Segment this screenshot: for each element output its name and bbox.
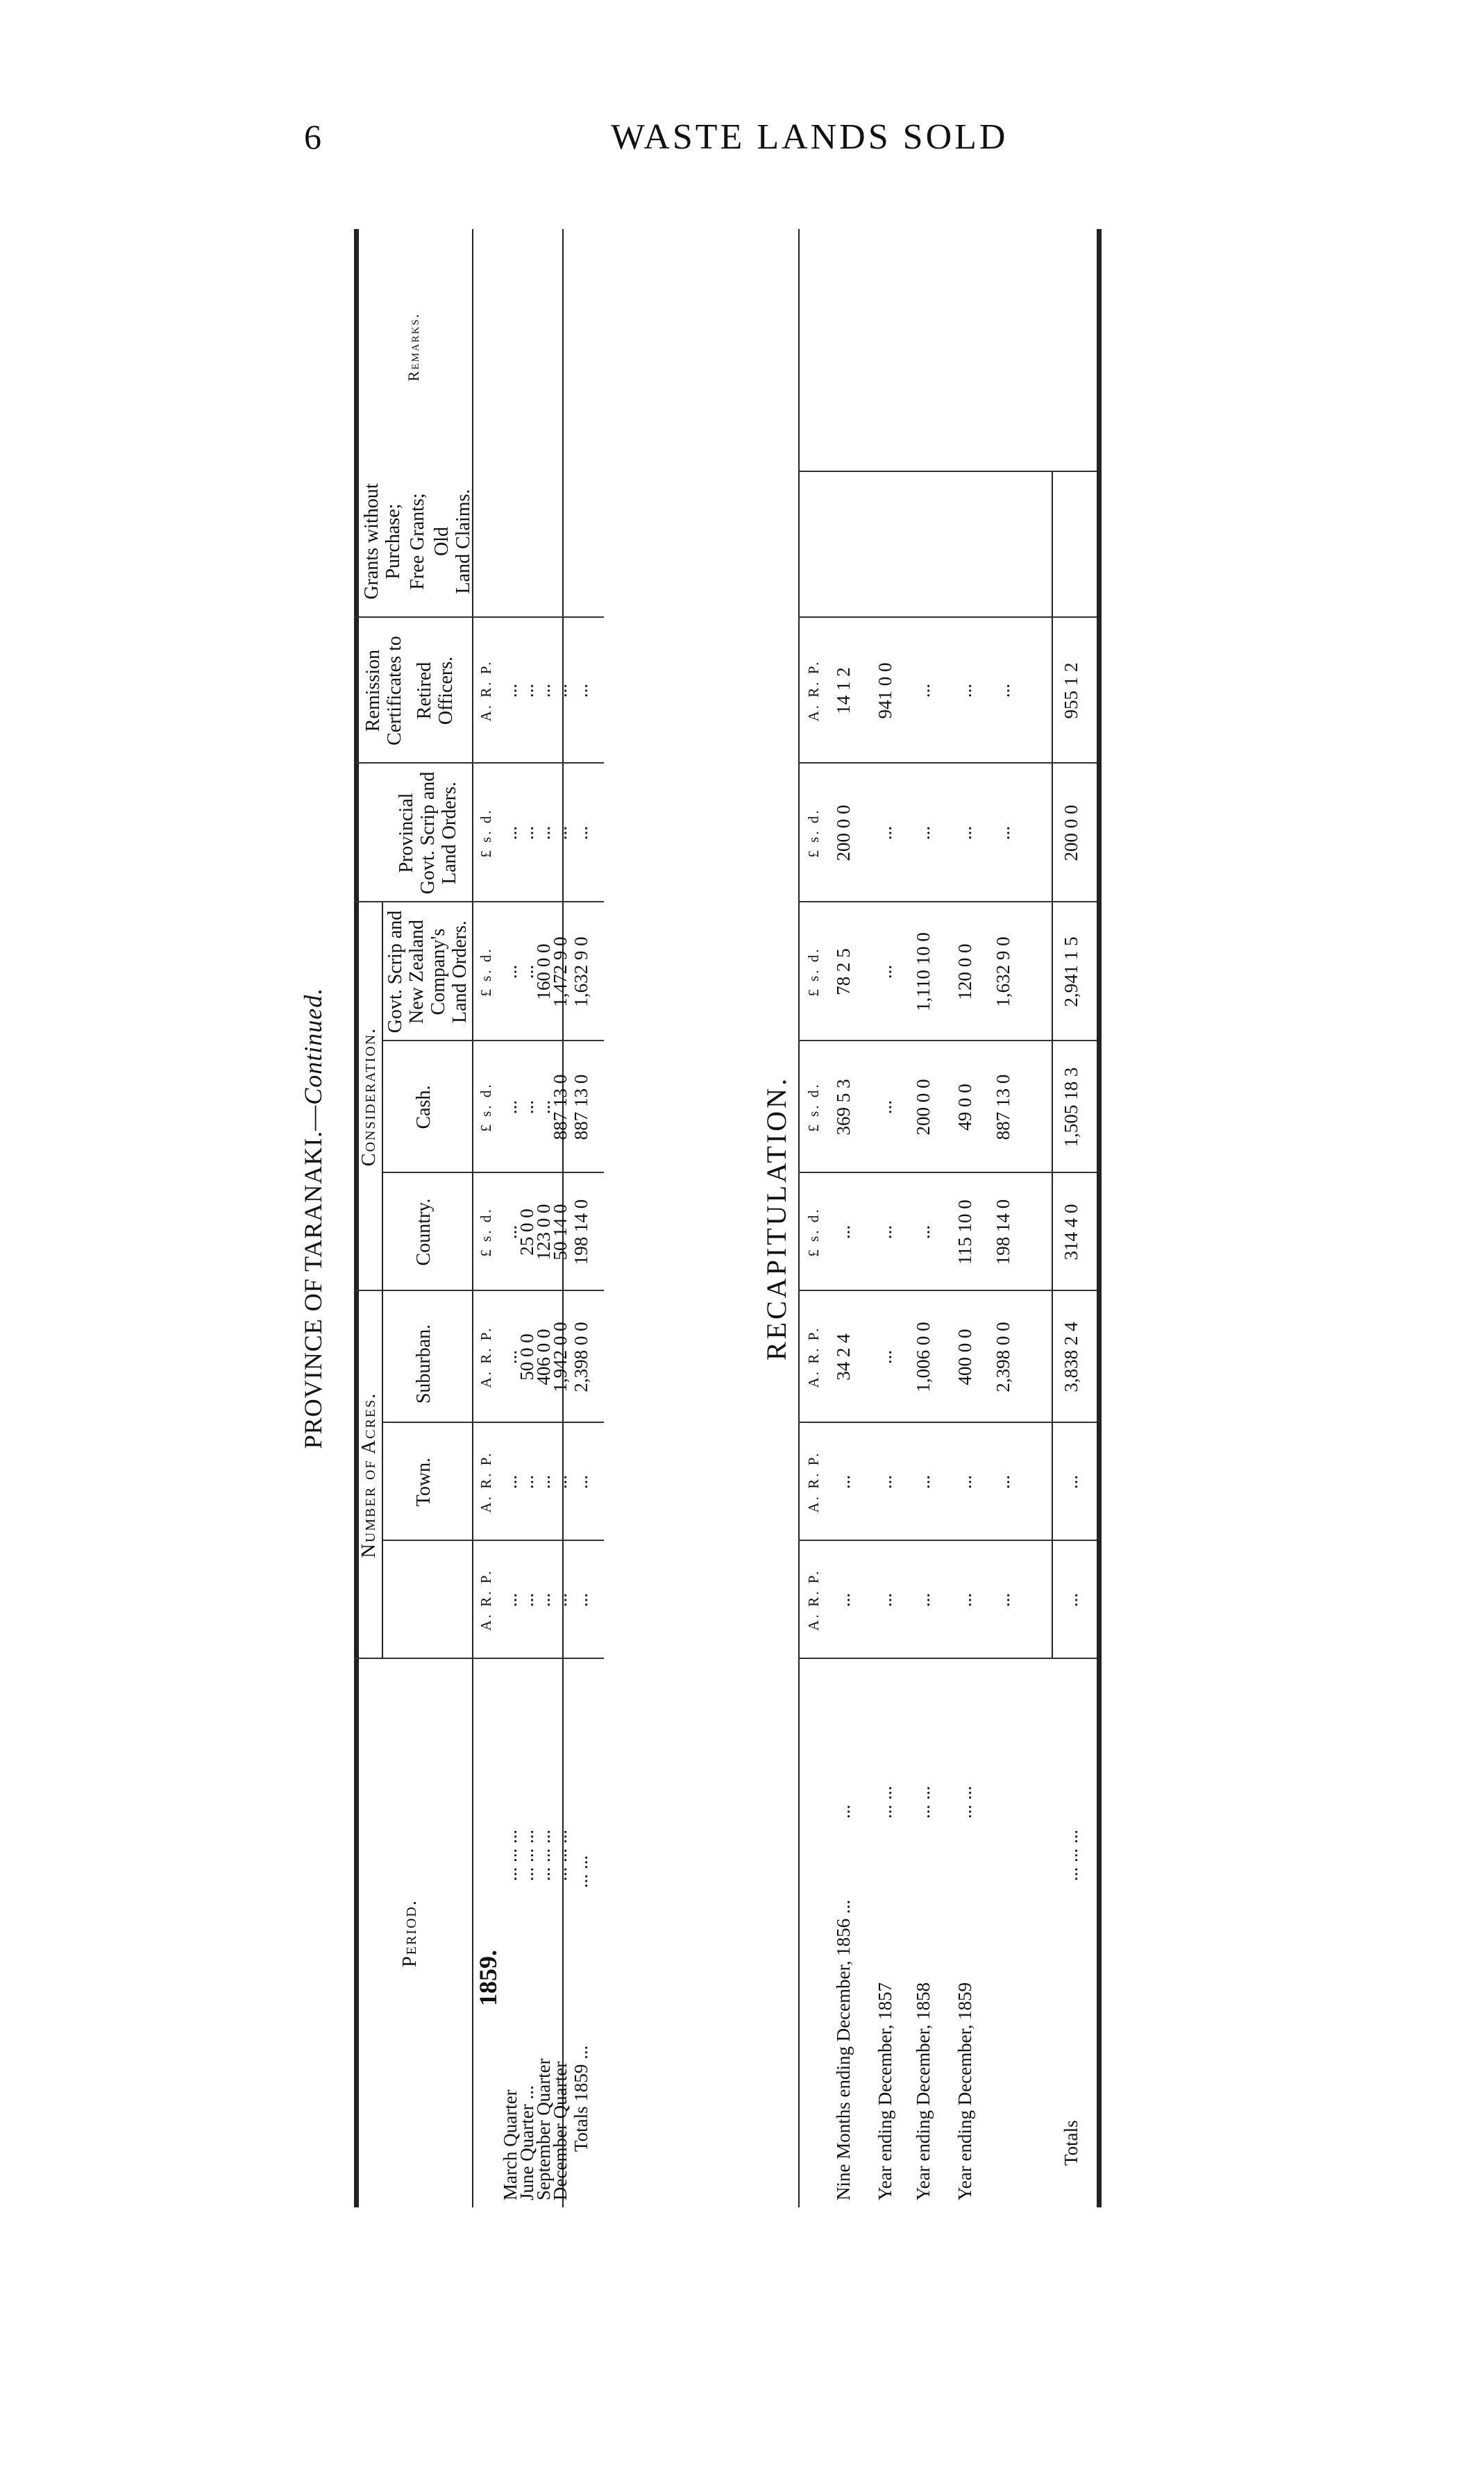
- unit-label: £ s. d.: [805, 1207, 822, 1257]
- row-1859-period: December Quarter: [550, 2061, 571, 2200]
- rule-consideration-group: [382, 902, 383, 1291]
- rotated-table-page: [298, 229, 1270, 2207]
- row-1859-remission: ...: [533, 825, 554, 841]
- row-1859-town: ...: [533, 1592, 554, 1608]
- row-1859-country: 406 0 0: [533, 1329, 554, 1386]
- row-1859-prov: 1,472 9 0: [550, 936, 571, 1007]
- recap-totals-country: 3,838 2 4: [1061, 1322, 1081, 1392]
- row-1859-town: ...: [500, 1592, 521, 1608]
- unit-label: A. R. P.: [478, 1569, 494, 1631]
- unit-label: £ s. d.: [805, 947, 822, 997]
- row-1859-govt: ...: [516, 1100, 537, 1115]
- recap-row-period: Nine Months ending December, 1856 ...: [833, 1899, 854, 2200]
- row-1859-town: ...: [516, 1592, 537, 1608]
- province-title-continued: Continued.: [299, 987, 327, 1105]
- unit-label: £ s. d.: [805, 808, 822, 858]
- recap-row-country: 1,006 0 0: [913, 1322, 934, 1392]
- col-consideration: Consideration.: [358, 1027, 380, 1167]
- row-1859-govt: ...: [500, 1100, 521, 1115]
- recap-row-period: Year ending December, 1858: [913, 1982, 934, 2200]
- row-1859-suburban: ...: [500, 1474, 521, 1490]
- recap-totals-dots: ... ... ...: [1061, 1829, 1081, 1881]
- col-suburban: Suburban.: [413, 1324, 435, 1404]
- col-country: Country.: [413, 1198, 435, 1266]
- recap-row-cash: 115 10 0: [954, 1199, 975, 1265]
- unit-label: A. R. P.: [805, 659, 822, 722]
- recap-row-prov: ...: [875, 964, 895, 979]
- bottom-rule: [1097, 229, 1102, 2207]
- col-cash: Cash.: [413, 1085, 435, 1129]
- totals-1859-country: 2,398 0 0: [571, 1322, 591, 1392]
- year-label: 1859.: [474, 1950, 502, 2006]
- row-1859-suburban: ...: [516, 1474, 537, 1490]
- row-1859-grants: ...: [516, 683, 537, 698]
- unit-label: £ s. d.: [478, 947, 494, 997]
- recap-row-suburban: ...: [913, 1474, 934, 1490]
- row-1859-cash: 25 0 0: [516, 1208, 537, 1256]
- recap-row-dots: ...: [833, 1804, 854, 1819]
- recap-totals-grants: 955 1 2: [1061, 662, 1081, 719]
- recap-row-govt: 49 0 0: [954, 1084, 975, 1131]
- recap-row-prov: 120 0 0: [954, 943, 975, 1000]
- recap-row-govt: 200 0 0: [913, 1079, 934, 1136]
- row-1859-prov: ...: [500, 964, 521, 979]
- col-number-of-acres: Number of Acres.: [358, 1392, 380, 1558]
- row-1859-dots: ... ... ...: [550, 1829, 571, 1881]
- totals-1859-govt: 887 13 0: [571, 1074, 591, 1140]
- row-1859-prov: 160 0 0: [533, 943, 554, 1000]
- recap-row-cash: ...: [875, 1224, 895, 1240]
- recap-row-dots: ... ...: [954, 1785, 975, 1819]
- recap-row-govt: 887 13 0: [993, 1074, 1013, 1140]
- unit-label: A. R. P.: [805, 1569, 822, 1631]
- recap-row-dots: ... ...: [913, 1785, 934, 1819]
- recap-row-grants: 941 0 0: [875, 662, 895, 719]
- recap-row-cash: ...: [913, 1224, 934, 1240]
- recap-row-remission: 200 0 0: [833, 805, 854, 861]
- recap-row-grants: ...: [954, 683, 975, 698]
- row-1859-period: March Quarter: [500, 2089, 521, 2200]
- unit-label: £ s. d.: [805, 1082, 822, 1132]
- recap-row-country: 2,398 0 0: [993, 1322, 1013, 1392]
- recap-row-prov: 1,110 10 0: [913, 932, 934, 1011]
- totals-1859-cash: 198 14 0: [571, 1199, 591, 1265]
- col-period: Period.: [399, 1899, 421, 1967]
- recap-row-country: ...: [875, 1349, 895, 1365]
- row-1859-cash: 50 14 0: [550, 1204, 571, 1261]
- unit-label: A. R. P.: [805, 1326, 822, 1388]
- recap-row-suburban: ...: [993, 1474, 1013, 1490]
- recap-totals-town: ...: [1061, 1592, 1081, 1608]
- recap-row-town: ...: [993, 1592, 1013, 1608]
- province-title: PROVINCE OF TARANAKI.—Continued.: [299, 987, 327, 1449]
- col-govt-scrip: Govt. Scrip and New Zealand Company's Land Orders.: [385, 910, 471, 1034]
- recap-row-grants: ...: [993, 683, 1013, 698]
- totals-1859-town: ...: [571, 1592, 591, 1608]
- recap-row-suburban: ...: [875, 1474, 895, 1490]
- recap-totals-suburban: ...: [1061, 1474, 1081, 1490]
- totals-1859-prov: 1,632 9 0: [571, 936, 591, 1007]
- col-grants: Grants without Purchase; Free Grants; Old Land Claims.: [361, 483, 474, 600]
- recap-row-remission: ...: [875, 825, 895, 841]
- page-number: 6: [304, 117, 321, 156]
- recap-row-govt: 369 5 3: [833, 1079, 854, 1136]
- row-1859-dots: ... ... ...: [516, 1829, 537, 1881]
- recap-totals-cash: 314 4 0: [1061, 1204, 1081, 1261]
- recap-row-period: Year ending December, 1857: [875, 1982, 895, 2200]
- totals-1859-remission: ...: [571, 825, 591, 841]
- unit-label: £ s. d.: [478, 1082, 494, 1132]
- totals-1859-period: Totals 1859 ...: [571, 2045, 591, 2152]
- row-1859-remission: ...: [550, 825, 571, 841]
- recap-row-remission: ...: [954, 825, 975, 841]
- unit-label: A. R. P.: [478, 659, 494, 722]
- unit-label: A. R. P.: [478, 1326, 494, 1388]
- row-1859-remission: ...: [500, 825, 521, 841]
- row-1859-cash: 123 0 0: [533, 1204, 554, 1261]
- recap-row-suburban: ...: [833, 1474, 854, 1490]
- recap-row-town: ...: [833, 1592, 854, 1608]
- recap-row-prov: 1,632 9 0: [993, 936, 1013, 1007]
- recap-top-rule: [798, 229, 800, 2207]
- running-title: WASTE LANDS SOLD: [611, 117, 1009, 157]
- row-1859-country: 1,942 0 0: [550, 1322, 571, 1392]
- recap-row-town: ...: [954, 1592, 975, 1608]
- row-1859-dots: ... ... ...: [500, 1829, 521, 1881]
- unit-label: A. R. P.: [805, 1451, 822, 1513]
- recap-row-country: 34 2 4: [833, 1333, 854, 1381]
- recap-row-cash: ...: [833, 1224, 854, 1240]
- totals-1859-grants: ...: [571, 683, 591, 698]
- row-1859-cash: ...: [500, 1224, 521, 1240]
- col-provincial-scrip: Provincial Govt. Scrip and Land Orders.: [396, 771, 460, 895]
- recap-row-suburban: ...: [954, 1474, 975, 1490]
- recap-row-dots: ... ...: [875, 1785, 895, 1819]
- row-1859-prov: ...: [516, 964, 537, 979]
- recap-row-town: ...: [875, 1592, 895, 1608]
- row-1859-grants: ...: [550, 683, 571, 698]
- recap-row-prov: 78 2 5: [833, 948, 854, 995]
- recap-totals-rule: [1052, 472, 1053, 1659]
- totals-1859-suburban: ...: [571, 1474, 591, 1490]
- row-1859-suburban: ...: [550, 1474, 571, 1490]
- recapitulation-title: RECAPITULATION.: [761, 1076, 792, 1361]
- recap-row-govt: ...: [875, 1100, 895, 1115]
- recap-totals-remission: 200 0 0: [1061, 805, 1081, 861]
- col-remarks: Remarks.: [405, 312, 422, 382]
- row-1859-period: June Quarter ...: [516, 2085, 537, 2200]
- totals-1859-dots: ... ...: [571, 1855, 591, 1888]
- row-1859-period: September Quarter: [533, 2058, 554, 2200]
- col-town: Town.: [413, 1457, 435, 1507]
- col-remission: Remission Certificates to Retired Officers.: [362, 636, 457, 746]
- unit-label: £ s. d.: [478, 1207, 494, 1257]
- row-1859-govt: ...: [533, 1100, 554, 1115]
- recap-row-period: Year ending December, 1859: [954, 1982, 975, 2200]
- recap-totals-prov: 2,941 1 5: [1061, 936, 1081, 1007]
- recap-row-remission: ...: [913, 825, 934, 841]
- recap-totals-govt: 1,505 18 3: [1061, 1067, 1081, 1147]
- row-1859-grants: ...: [500, 683, 521, 698]
- recap-row-remission: ...: [993, 825, 1013, 841]
- unit-label: £ s. d.: [478, 808, 494, 858]
- row-1859-suburban: ...: [533, 1474, 554, 1490]
- row-1859-town: ...: [550, 1592, 571, 1608]
- recap-row-grants: ...: [913, 683, 934, 698]
- row-1859-grants: ...: [533, 683, 554, 698]
- row-1859-remission: ...: [516, 825, 537, 841]
- page-header: [0, 0, 1484, 160]
- unit-label: A. R. P.: [478, 1451, 494, 1513]
- recap-row-town: ...: [913, 1592, 934, 1608]
- recap-row-country: 400 0 0: [954, 1329, 975, 1386]
- recap-row-grants: 14 1 2: [833, 667, 854, 714]
- rule-acres-group: [382, 1291, 383, 1659]
- row-1859-country: ...: [500, 1349, 521, 1365]
- recap-row-cash: 198 14 0: [993, 1199, 1013, 1265]
- recap-totals-period: Totals: [1061, 2120, 1081, 2166]
- row-1859-govt: 887 13 0: [550, 1074, 571, 1140]
- row-1859-dots: ... ... ...: [533, 1829, 554, 1881]
- row-1859-country: 50 0 0: [516, 1333, 537, 1381]
